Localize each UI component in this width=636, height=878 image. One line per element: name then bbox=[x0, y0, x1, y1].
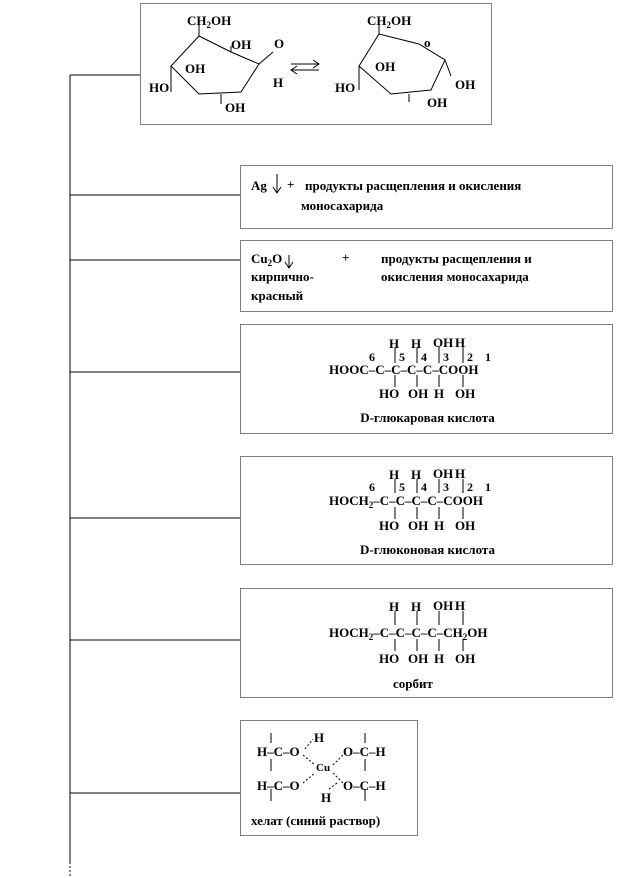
chelate-right-top: O–C–H bbox=[343, 744, 386, 759]
chelate-left-bottom: H–C–O bbox=[257, 778, 300, 793]
ring-ch2oh-label: $CH_2OH$ bbox=[367, 13, 412, 30]
glucaric-num-4: 4 bbox=[421, 350, 427, 364]
chelate-copper: Cu bbox=[316, 762, 331, 774]
glucaric-h-c2: H bbox=[455, 335, 466, 350]
ring-oh-mid-label: OH bbox=[375, 59, 396, 74]
copper-oxide-formula: $Cu_2O$ bbox=[251, 251, 283, 268]
sorbitol-oh-c2: OH bbox=[455, 651, 476, 666]
glucaric-oh-c2: OH bbox=[455, 386, 476, 401]
ring-oh-bottom-label: OH bbox=[427, 95, 448, 110]
gluconic-h-c2: H bbox=[455, 466, 466, 481]
gluconic-oh-c3: OH bbox=[433, 466, 454, 481]
gluconic-h-c3: H bbox=[434, 518, 445, 533]
chelate-left-top: H–C–O bbox=[257, 744, 300, 759]
copper-plus: + bbox=[342, 250, 350, 265]
sorbitol-h-c5: H bbox=[389, 599, 400, 614]
glucaric-num-2: 2 bbox=[467, 350, 473, 364]
ring-ho-label: HO bbox=[335, 80, 356, 95]
glucose-equilibrium-box bbox=[140, 3, 492, 125]
glucaric-num-6: 6 bbox=[369, 350, 375, 364]
gluconic-oh-c2: OH bbox=[455, 518, 476, 533]
chelate-right-bottom: O–C–H bbox=[343, 778, 386, 793]
gluconic-h-c4: H bbox=[411, 467, 422, 482]
glucaric-num-5: 5 bbox=[399, 350, 405, 364]
gluconic-num-6: 6 bbox=[369, 480, 375, 494]
gluconic-acid-name: D-глюконовая кислота bbox=[360, 542, 495, 557]
glucaric-num-3: 3 bbox=[443, 350, 449, 364]
glucaric-h-c3: H bbox=[434, 386, 445, 401]
glucaric-acid-box bbox=[240, 324, 613, 434]
open-ho-label: HO bbox=[149, 80, 170, 95]
chelate-box bbox=[240, 720, 418, 836]
gluconic-oh-c4: OH bbox=[408, 518, 429, 533]
copper-color-line2: красный bbox=[251, 288, 304, 303]
chelate-h-bottom: H bbox=[321, 790, 332, 805]
silver-plus: + bbox=[287, 177, 295, 192]
copper-products-line2: окисления моносахарида bbox=[381, 269, 529, 284]
gluconic-chain: $HOCH_2-C-C-C-C$–COOH bbox=[329, 493, 484, 510]
open-aldehyde-o-label: O bbox=[274, 36, 285, 51]
sorbitol-h-c4: H bbox=[411, 599, 422, 614]
glucaric-h-c4: H bbox=[411, 336, 422, 351]
sorbitol-oh-c4: OH bbox=[408, 651, 429, 666]
gluconic-num-4: 4 bbox=[421, 480, 427, 494]
open-oh-bottom-label: OH bbox=[225, 100, 246, 115]
copper-color-line1: кирпично- bbox=[251, 269, 314, 284]
glucaric-oh-c3: OH bbox=[433, 335, 454, 350]
open-ch2oh-label: $CH_2OH$ bbox=[187, 13, 232, 30]
gluconic-num-1: 1 bbox=[485, 480, 491, 494]
glucaric-acid-name: D-глюкаровая кислота bbox=[360, 410, 495, 425]
gluconic-h-c5: H bbox=[389, 467, 400, 482]
glucaric-num-1: 1 bbox=[485, 350, 491, 364]
silver-symbol: Ag bbox=[251, 178, 267, 193]
ring-oxygen-label: o bbox=[424, 35, 431, 50]
sorbitol-name: сорбит bbox=[393, 676, 433, 691]
sorbitol-box bbox=[240, 588, 613, 698]
gluconic-acid-box bbox=[240, 456, 613, 565]
chelate-h-top: H bbox=[314, 730, 325, 745]
chelate-name: хелат (синий раствор) bbox=[251, 813, 381, 828]
glucaric-oh-c4: OH bbox=[408, 386, 429, 401]
open-oh-mid-label: OH bbox=[185, 61, 206, 76]
sorbitol-oh-c3: OH bbox=[433, 598, 454, 613]
glucaric-ho-c5: HO bbox=[379, 386, 400, 401]
gluconic-num-5: 5 bbox=[399, 480, 405, 494]
glucaric-h-c5: H bbox=[389, 336, 400, 351]
ring-oh-right-label: OH bbox=[455, 77, 476, 92]
open-aldehyde-h-label: H bbox=[273, 75, 284, 90]
copper-products-line1: продукты расщепления и bbox=[381, 251, 532, 266]
copper-oxide-box bbox=[240, 240, 613, 312]
open-oh-top-label: OH bbox=[231, 37, 252, 52]
silver-mirror-box bbox=[240, 165, 613, 229]
gluconic-num-2: 2 bbox=[467, 480, 473, 494]
silver-products-line1: продукты расщепления и окисления bbox=[305, 178, 522, 193]
silver-products-line2: моносахарида bbox=[301, 198, 384, 213]
sorbitol-ho-c5: HO bbox=[379, 651, 400, 666]
sorbitol-chain: $HOCH_2-C-C-C-C-CH_2OH$ bbox=[329, 625, 488, 642]
glucaric-chain: HOOC–C–C–C–C–COOH bbox=[329, 362, 479, 377]
gluconic-num-3: 3 bbox=[443, 480, 449, 494]
sorbitol-h-c2: H bbox=[455, 598, 466, 613]
sorbitol-h-c3: H bbox=[434, 651, 445, 666]
gluconic-ho-c5: HO bbox=[379, 518, 400, 533]
